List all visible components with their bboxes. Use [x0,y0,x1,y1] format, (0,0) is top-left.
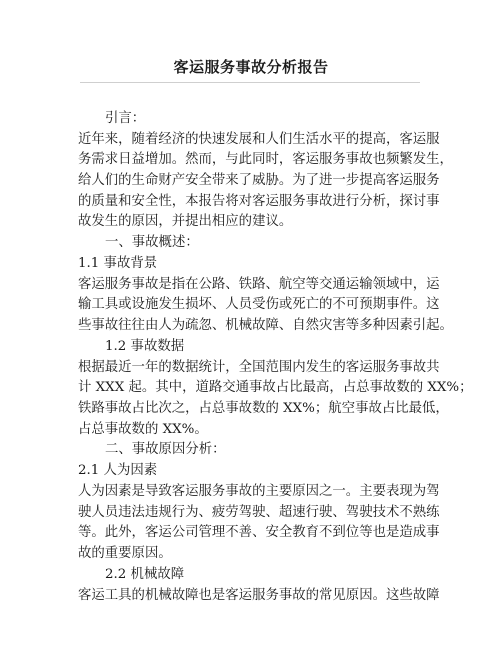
intro-heading: 引言： [105,111,146,126]
section-heading-2: 二、事故原因分析： [105,442,226,457]
body-line: 驶人员违法违规行为、疲劳驾驶、超速行驶、驾驶技术不熟练 [78,505,440,520]
body-line: 故的重要原因。 [78,546,172,561]
body-line: 铁路事故占比次之，占总事故数的 XX%；航空事故占比最低， [78,401,449,416]
body-line: 些事故往往由人为疏忽、机械故障、自然灾害等多种因素引起。 [78,318,453,333]
title-divider [80,82,420,83]
body-line: 等。此外，客运公司管理不善、安全教育不到位等也是造成事 [78,525,440,540]
subsection-heading-1-1: 1.1 事故背景 [78,256,158,271]
body-line: 人为因素是导致客运服务事故的主要原因之一。主要表现为驾 [78,484,440,499]
body-line: 的质量和安全性，本报告将对客运服务事故进行分析，探讨事 [78,194,440,209]
body-line: 故发生的原因，并提出相应的建议。 [78,214,293,229]
body-line: 近年来，随着经济的快速发展和人们生活水平的提高，客运服 [78,132,440,147]
body-line: 给人们的生命财产安全带来了威胁。为了进一步提高客运服务 [78,173,440,188]
body-line: 计 XXX 起。其中，道路交通事故占比最高，占总事故数的 XX%； [78,380,473,395]
subsection-heading-1-2: 1.2 事故数据 [105,339,185,354]
document-title: 客运服务事故分析报告 [173,58,329,76]
body-line: 务需求日益增加。然而，与此同时，客运服务事故也频繁发生， [78,152,453,167]
body-line: 客运工具的机械故障也是客运服务事故的常见原因。这些故障 [78,588,440,603]
body-line: 占总事故数的 XX%。 [78,422,208,437]
subsection-heading-2-1: 2.1 人为因素 [78,463,158,478]
subsection-heading-2-2: 2.2 机械故障 [105,567,185,582]
section-heading-1: 一、事故概述： [105,235,199,250]
body-line: 客运服务事故是指在公路、铁路、航空等交通运输领域中，运 [78,277,440,292]
body-line: 根据最近一年的数据统计，全国范围内发生的客运服务事故共 [78,360,440,375]
body-line: 输工具或设施发生损坏、人员受伤或死亡的不可预期事件。这 [78,297,440,312]
